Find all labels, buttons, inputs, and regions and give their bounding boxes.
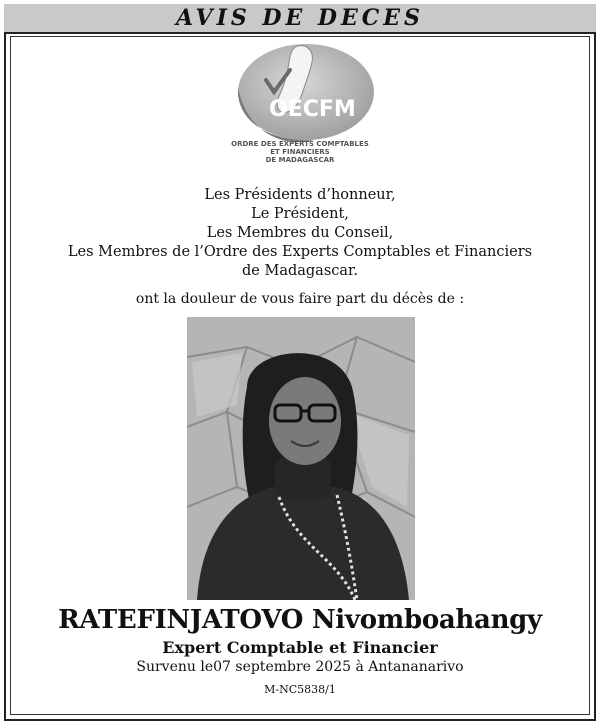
org-line: Le Président, xyxy=(251,206,349,222)
org-line: Les Membres du Conseil, xyxy=(206,225,394,241)
org-line: Les Membres de l’Ordre des Experts Comptables et Financiers xyxy=(67,244,533,260)
logo-caption xyxy=(200,140,400,164)
logo-caption-line: ET FINANCIERS xyxy=(270,148,330,156)
logo-caption-line: DE MADAGASCAR xyxy=(265,156,335,164)
announcement-text: ont la douleur de vous faire part du décès de : xyxy=(135,291,465,307)
deceased-title: Expert Comptable et Financier xyxy=(162,638,438,657)
notice-header xyxy=(4,4,596,34)
notice-title: AVIS DE DECES xyxy=(176,5,424,31)
portrait-photo xyxy=(187,317,415,600)
logo-acronym: OECFM xyxy=(269,97,356,122)
deceased-name: RATEFINJATOVO Nivomboahangy xyxy=(58,605,542,635)
date-place: Survenu le07 septembre 2025 à Antananarivo xyxy=(136,659,464,675)
organization-lines xyxy=(20,186,580,281)
org-line: Les Présidents d’honneur, xyxy=(204,187,396,203)
org-line: de Madagascar. xyxy=(242,263,358,279)
reference-code: M-NC5838/1 xyxy=(264,683,336,696)
logo-caption-line: ORDRE DES EXPERTS COMPTABLES xyxy=(231,140,369,148)
